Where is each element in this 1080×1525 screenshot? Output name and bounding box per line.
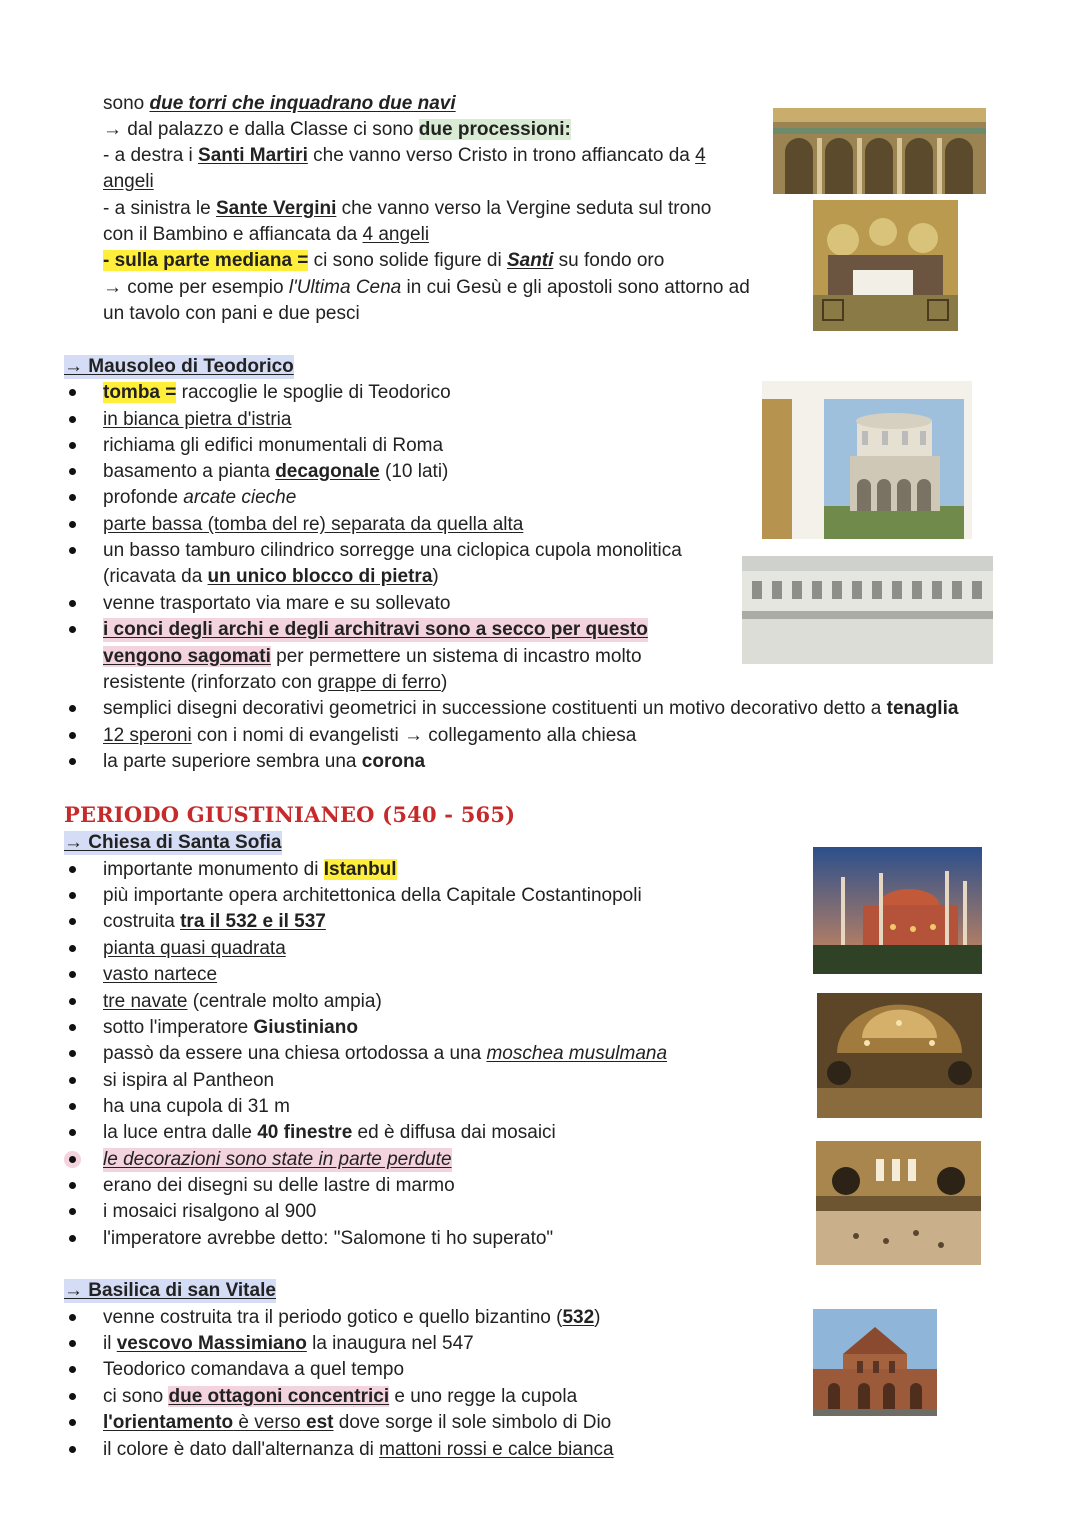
text: in cui Gesù e gli apostoli sono attorno ad xyxy=(401,277,750,298)
text: sono xyxy=(103,93,150,114)
text: è verso xyxy=(233,1412,307,1433)
bullet xyxy=(69,1156,76,1163)
intro-line-8 xyxy=(103,276,750,300)
text: ci sono solide figure di xyxy=(308,250,507,271)
text: dove sorge il sole simbolo di Dio xyxy=(333,1412,612,1433)
mausoleo-item-5 xyxy=(103,486,296,510)
mausoleum-photo-image xyxy=(762,381,972,539)
text: moschea musulmana xyxy=(486,1043,668,1064)
bullet xyxy=(69,547,76,554)
hagia-sophia-exterior-image xyxy=(813,847,982,974)
text: 12 speroni xyxy=(103,725,192,746)
mausoleo-item-12 xyxy=(103,750,425,774)
bullet xyxy=(69,705,76,712)
text: su fondo oro xyxy=(553,250,665,271)
mausoleo-item-7-cont xyxy=(103,565,439,589)
text: passò da essere una chiesa ortodossa a una xyxy=(103,1043,487,1064)
sofia-item-12: le decorazioni sono state in parte perdute xyxy=(103,1149,452,1170)
bullet xyxy=(69,998,76,1005)
emphasis: - sulla parte mediana = xyxy=(103,250,309,271)
sofia-item-14: i mosaici risalgono al 900 xyxy=(103,1201,317,1222)
mausoleo-item-7: un basso tamburo cilindrico sorregge una ciclopica cupola monolitica xyxy=(103,540,682,561)
bullet xyxy=(69,945,76,952)
text: tre navate xyxy=(103,991,188,1012)
bullet xyxy=(69,1393,76,1400)
text: con il Bambino e affiancata da xyxy=(103,224,363,245)
text: la parte superiore sembra una xyxy=(103,751,362,772)
emphasis: Istanbul xyxy=(323,859,397,880)
sofia-item-3 xyxy=(103,910,326,934)
emphasis: est xyxy=(306,1412,334,1433)
text: (centrale molto ampia) xyxy=(187,991,382,1012)
intro-line-3 xyxy=(103,144,706,168)
sofia-item-9: si ispira al Pantheon xyxy=(103,1070,275,1091)
sofia-item-15: l'imperatore avrebbe detto: "Salomone ti ho superato" xyxy=(103,1228,554,1249)
bullet xyxy=(69,1182,76,1189)
bullet xyxy=(69,732,76,739)
emphasis: decagonale xyxy=(275,461,380,482)
text: ) xyxy=(594,1307,601,1328)
emphasis: due processioni: xyxy=(418,119,571,140)
text: per permettere un sistema di incastro molto xyxy=(270,646,642,667)
sofia-item-8 xyxy=(103,1042,667,1066)
vitale-item-6 xyxy=(103,1438,614,1462)
emphasis: Sante Vergini xyxy=(215,198,337,219)
text: costruita xyxy=(103,911,181,932)
text: → come per esempio xyxy=(103,277,289,298)
vitale-item-2 xyxy=(103,1332,474,1356)
vitale-item-5 xyxy=(103,1411,611,1435)
bullet xyxy=(69,1077,76,1084)
text: (ricavata da xyxy=(103,566,208,587)
emphasis: l'orientamento xyxy=(103,1412,234,1433)
hagia-sophia-interior-2-image xyxy=(816,1141,981,1265)
emphasis: Santi Martiri xyxy=(198,145,308,166)
bullet xyxy=(69,866,76,873)
bullet xyxy=(69,1129,76,1136)
bullet xyxy=(69,626,76,633)
text: ) xyxy=(432,566,439,587)
intro-line-1 xyxy=(103,92,456,116)
emphasis: due torri che inquadrano due navi xyxy=(149,93,456,114)
text: resistente (rinforzato con xyxy=(103,672,318,693)
mausoleo-item-9-cont2 xyxy=(103,671,447,695)
intro-line-4: angeli xyxy=(103,171,154,192)
vitale-item-4 xyxy=(103,1385,577,1409)
bullet xyxy=(69,1235,76,1242)
emphasis: 532 xyxy=(562,1307,595,1328)
sofia-item-10: ha una cupola di 31 m xyxy=(103,1096,290,1117)
sofia-item-13: erano dei disegni su delle lastre di marmo xyxy=(103,1175,455,1196)
sofia-item-2: più importante opera architettonica della Capitale Costantinopoli xyxy=(103,885,642,906)
text: mattoni rossi e calce bianca xyxy=(379,1439,614,1460)
bullet xyxy=(69,1446,76,1453)
text: sotto l'imperatore xyxy=(103,1017,254,1038)
section-title: PERIODO GIUSTINIANEO (540 - 565) xyxy=(64,802,516,827)
mausoleo-item-9-cont xyxy=(103,645,642,669)
text: ci sono xyxy=(103,1386,169,1407)
text: la inaugura nel 547 xyxy=(306,1333,474,1354)
emphasis: 40 finestre xyxy=(257,1122,353,1143)
vitale-heading: → Basilica di san Vitale xyxy=(64,1280,276,1301)
mausoleo-item-9: i conci degli archi e degli architravi sono a secco per questo xyxy=(103,619,648,640)
text: l'Ultima Cena xyxy=(288,277,402,298)
sofia-item-4: pianta quasi quadrata xyxy=(103,938,286,959)
emphasis: vengono sagomati xyxy=(103,646,271,667)
text: - a sinistra le xyxy=(103,198,216,219)
arcade-mosaic-image xyxy=(773,108,986,194)
vitale-item-1 xyxy=(103,1306,600,1330)
text: 4 angeli xyxy=(362,224,430,245)
text: con i nomi di evangelisti → collegamento alla chiesa xyxy=(191,725,637,746)
bullet xyxy=(69,918,76,925)
emphasis: tra il 532 e il 537 xyxy=(180,911,326,932)
mausoleo-item-2: in bianca pietra d'istria xyxy=(103,409,292,430)
intro-line-6 xyxy=(103,223,429,247)
last-supper-mosaic-image xyxy=(813,200,958,331)
bullet xyxy=(69,494,76,501)
mausoleo-item-8: venne trasportato via mare e su sollevato xyxy=(103,593,451,614)
text: - a destra i xyxy=(103,145,199,166)
emphasis: corona xyxy=(361,751,426,772)
bullet xyxy=(69,1208,76,1215)
text: il xyxy=(103,1333,117,1354)
text: (10 lati) xyxy=(379,461,449,482)
bullet xyxy=(69,468,76,475)
sofia-item-1 xyxy=(103,858,397,882)
text: che vanno verso la Vergine seduta sul trono xyxy=(336,198,712,219)
emphasis: Giustiniano xyxy=(253,1017,358,1038)
hagia-sophia-interior-image xyxy=(817,993,982,1118)
bullet xyxy=(69,1103,76,1110)
vitale-item-3: Teodorico comandava a quel tempo xyxy=(103,1359,405,1380)
bullet xyxy=(69,442,76,449)
text: ed è diffusa dai mosaici xyxy=(352,1122,556,1143)
bullet xyxy=(69,892,76,899)
bullet xyxy=(69,1314,76,1321)
bullet xyxy=(69,389,76,396)
mausoleo-item-10 xyxy=(103,697,958,721)
intro-line-2 xyxy=(103,118,571,142)
emphasis: Santi xyxy=(506,250,554,271)
text: importante monumento di xyxy=(103,859,324,880)
bullet xyxy=(69,1340,76,1347)
text: che vanno verso Cristo in trono affiancato da xyxy=(307,145,696,166)
bullet xyxy=(69,1050,76,1057)
text: → dal palazzo e dalla Classe ci sono xyxy=(103,119,419,140)
intro-line-7 xyxy=(103,249,664,273)
text: venne costruita tra il periodo gotico e quello bizantino ( xyxy=(103,1307,563,1328)
bullet xyxy=(69,416,76,423)
mausoleo-item-1 xyxy=(103,381,451,405)
text: e uno regge la cupola xyxy=(389,1386,578,1407)
text: basamento a pianta xyxy=(103,461,276,482)
emphasis: vescovo Massimiano xyxy=(116,1333,307,1354)
text: raccoglie le spoglie di Teodorico xyxy=(176,382,451,403)
intro-line-9: un tavolo con pani e due pesci xyxy=(103,303,360,324)
text: il colore è dato dall'alternanza di xyxy=(103,1439,380,1460)
mausoleo-item-3: richiama gli edifici monumentali di Roma xyxy=(103,435,444,456)
text: la luce entra dalle xyxy=(103,1122,258,1143)
sofia-item-7 xyxy=(103,1016,358,1040)
emphasis: tenaglia xyxy=(886,698,959,719)
sofia-item-6 xyxy=(103,990,382,1014)
bullet xyxy=(69,758,76,765)
text: grappe di ferro xyxy=(317,672,441,693)
sofia-item-5: vasto nartece xyxy=(103,964,218,985)
text: 4 xyxy=(695,145,706,166)
bullet xyxy=(69,600,76,607)
emphasis: due ottagoni concentrici xyxy=(168,1386,390,1407)
text: semplici disegni decorativi geometrici in successione costituenti un motivo decorativo detto a xyxy=(103,698,887,719)
sofia-heading: → Chiesa di Santa Sofia xyxy=(64,832,282,853)
emphasis: tomba = xyxy=(103,382,177,403)
text: profonde xyxy=(103,487,184,508)
mausoleo-item-11 xyxy=(103,724,636,748)
bullet xyxy=(69,971,76,978)
san-vitale-exterior-image xyxy=(813,1309,937,1416)
bullet xyxy=(69,1024,76,1031)
emphasis: un unico blocco di pietra xyxy=(207,566,433,587)
mausoleo-heading: → Mausoleo di Teodorico xyxy=(64,356,294,377)
bullet xyxy=(69,1366,76,1373)
mausoleo-item-6: parte bassa (tomba del re) separata da quella alta xyxy=(103,514,524,535)
mausoleo-item-4 xyxy=(103,460,448,484)
text: arcate cieche xyxy=(183,487,297,508)
text: ) xyxy=(440,672,448,693)
bullet xyxy=(69,521,76,528)
tenaglia-frieze-image xyxy=(742,556,993,664)
sofia-item-11 xyxy=(103,1121,556,1145)
intro-line-5 xyxy=(103,197,711,221)
bullet xyxy=(69,1419,76,1426)
